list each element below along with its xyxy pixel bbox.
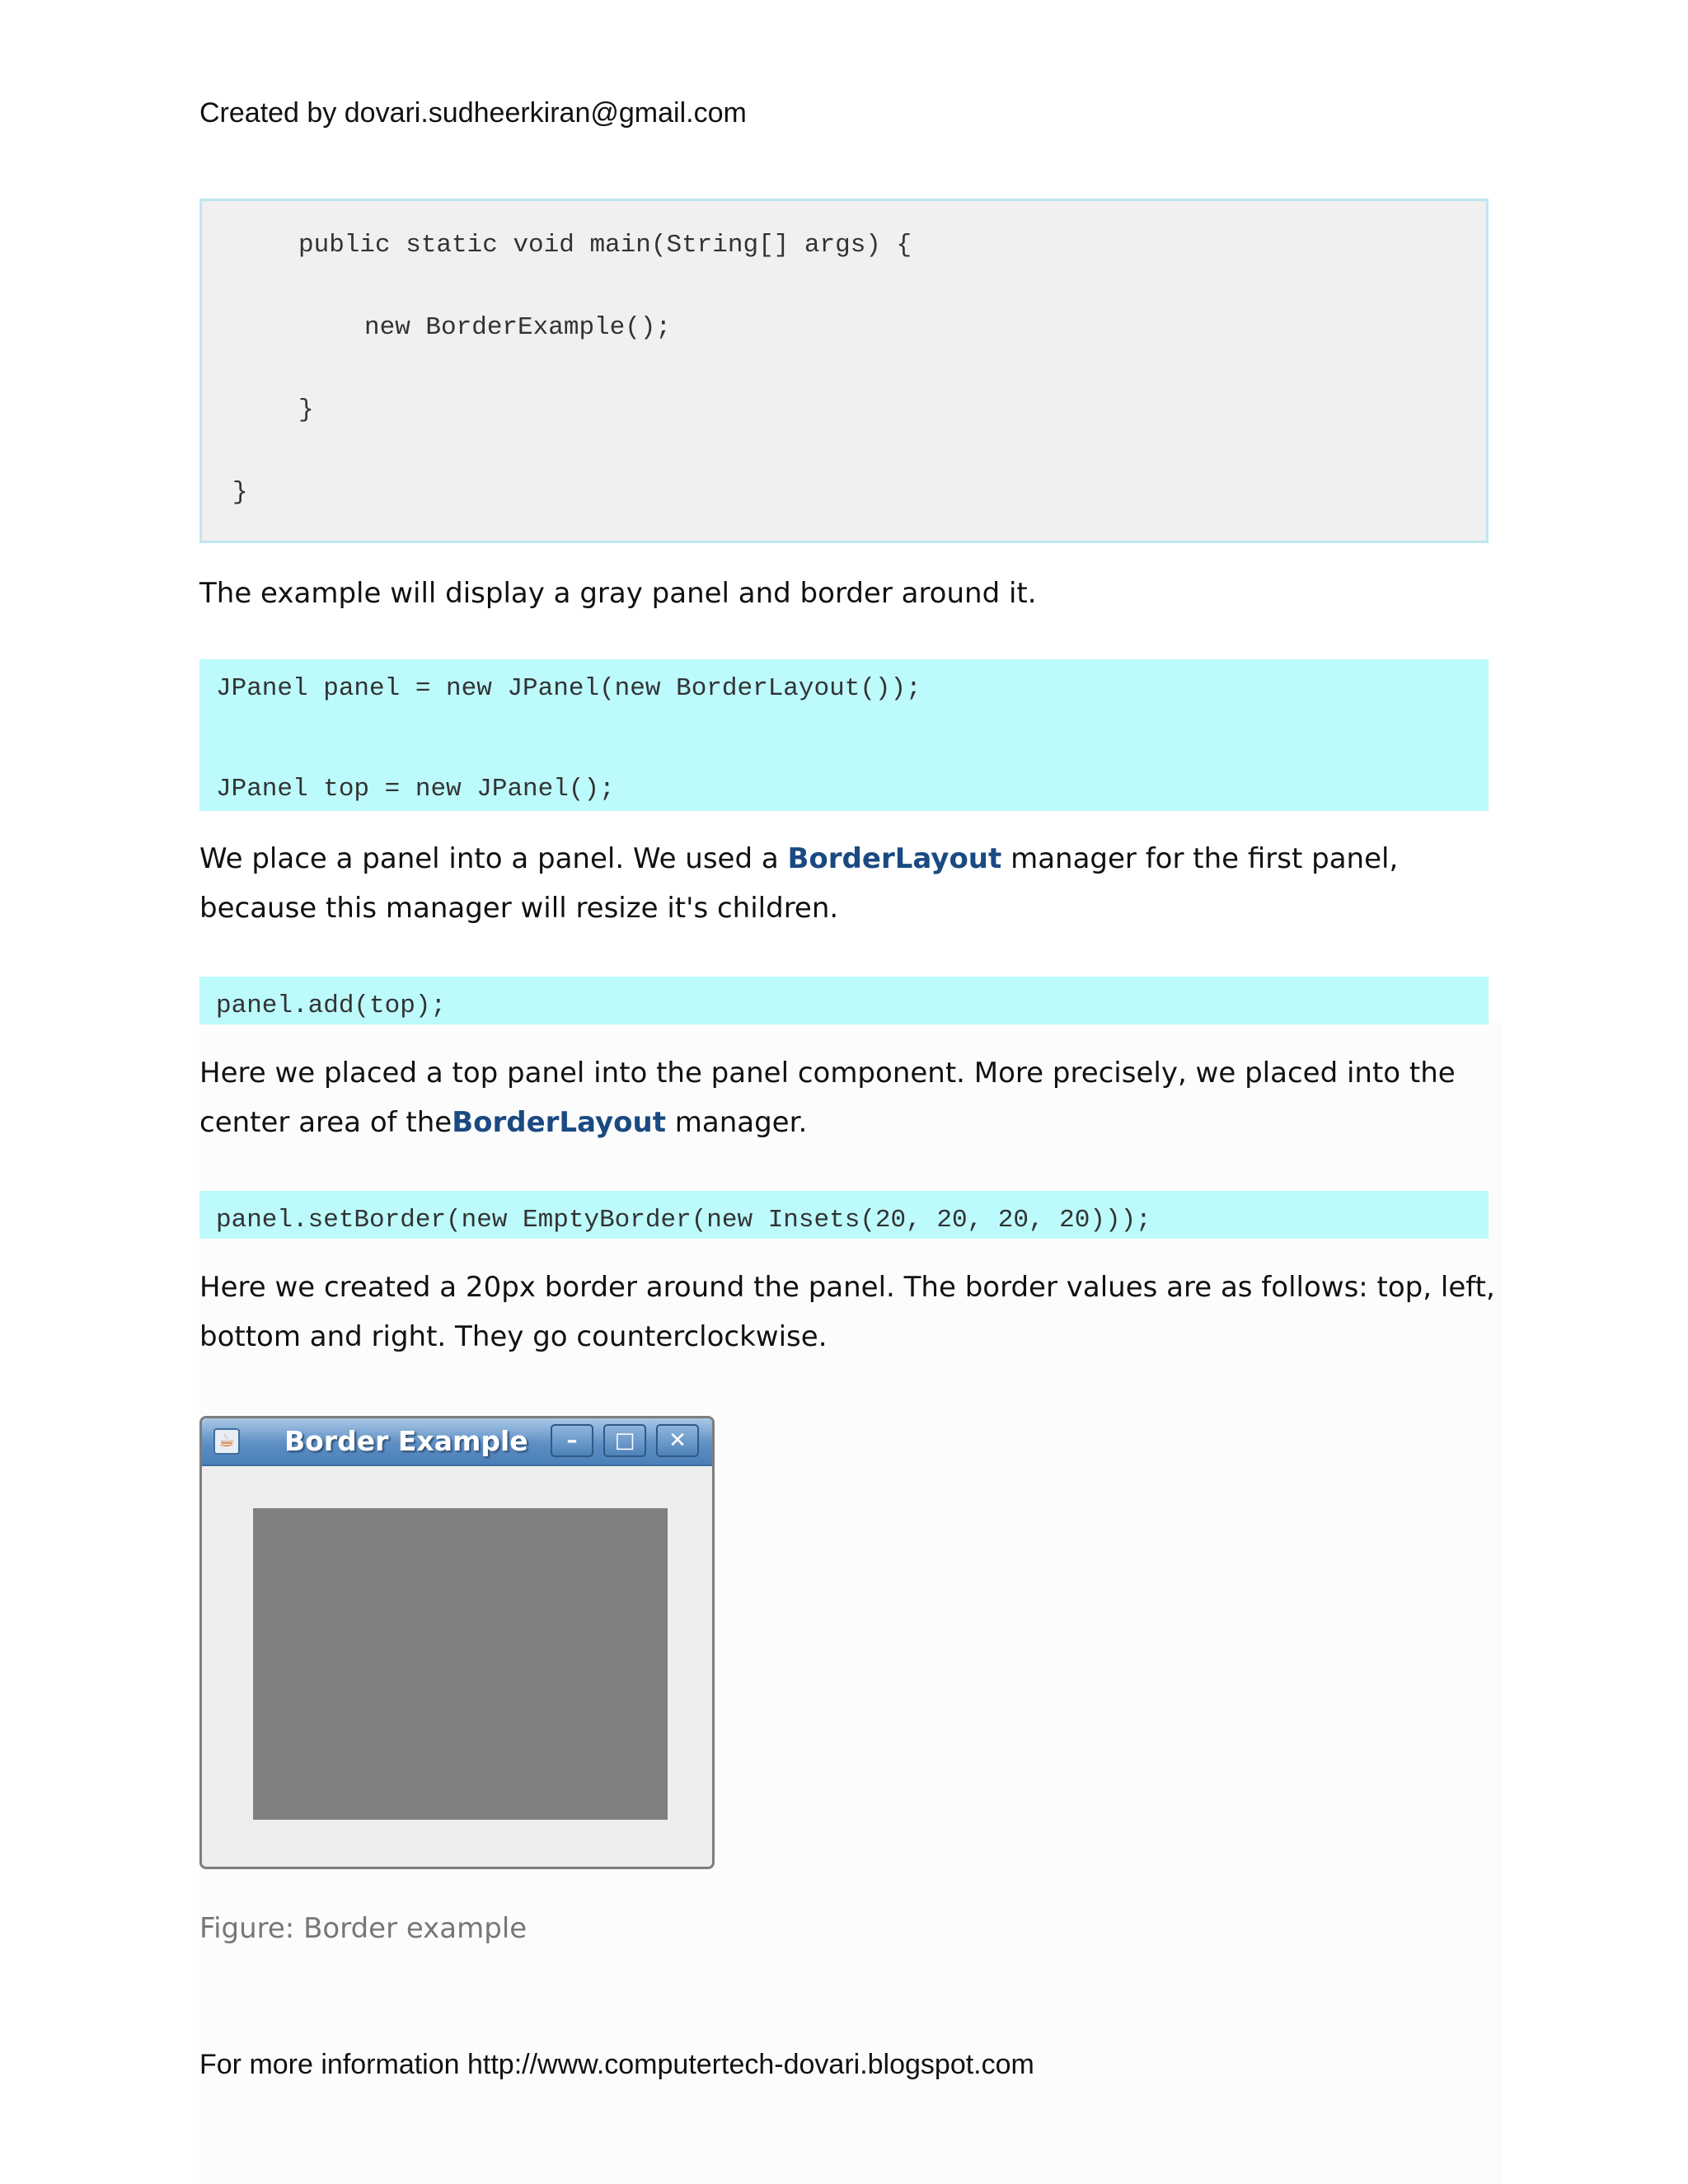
code-line: new BorderExample();: [364, 313, 672, 342]
paragraph-intro: The example will display a gray panel and border around it.: [199, 577, 1037, 610]
code-line: JPanel panel = new JPanel(new BorderLayout());: [216, 674, 921, 703]
text-run: center area of the: [199, 1106, 452, 1139]
code-line: public static void main(String[] args) {: [298, 231, 912, 260]
text-run: manager for the first panel,: [1001, 842, 1399, 875]
border-example-window: [199, 1416, 715, 1869]
java-cup-icon: ☕: [213, 1428, 240, 1455]
footer-info: For more information http://www.computertech-dovari.blogspot.com: [199, 2049, 1034, 2080]
code-snippet-setborder: [199, 1191, 1489, 1239]
text-run: Here we placed a top panel into the panel component. More precisely, we placed into the: [199, 1057, 1456, 1090]
window-title: Border Example: [284, 1425, 528, 1457]
maximize-button[interactable]: □: [603, 1424, 646, 1457]
text-run: manager.: [665, 1106, 808, 1139]
header-author: Created by dovari.sudheerkiran@gmail.com: [199, 97, 747, 129]
paragraph-border-values: [199, 1263, 1510, 1361]
code-line: JPanel top = new JPanel();: [216, 775, 615, 804]
close-button[interactable]: ✕: [656, 1424, 699, 1457]
text-run: because this manager will resize it's children.: [199, 892, 839, 925]
code-line: panel.add(top);: [216, 991, 447, 1020]
paragraph-borderlayout: [199, 834, 1510, 933]
text-run: We place a panel into a panel. We used a: [199, 842, 788, 875]
minimize-button[interactable]: –: [551, 1424, 593, 1457]
window-titlebar[interactable]: [202, 1418, 712, 1466]
code-snippet-panels: [199, 659, 1489, 811]
code-line: }: [298, 396, 314, 424]
gray-panel: [253, 1508, 668, 1820]
borderlayout-keyword: BorderLayout: [787, 842, 1002, 875]
code-line: panel.setBorder(new EmptyBorder(new Insets(20, 20, 20, 20)));: [216, 1206, 1151, 1235]
text-run: bottom and right. They go counterclockwise.: [199, 1320, 828, 1353]
code-line: }: [232, 478, 248, 507]
text-run: Here we created a 20px border around the panel. The border values are as follows: top, left,: [199, 1271, 1495, 1304]
code-block: [199, 199, 1489, 543]
borderlayout-keyword: BorderLayout: [452, 1106, 666, 1139]
paragraph-center-area: [199, 1048, 1510, 1147]
figure-caption: Figure: Border example: [199, 1912, 528, 1945]
code-snippet-add: [199, 977, 1489, 1024]
